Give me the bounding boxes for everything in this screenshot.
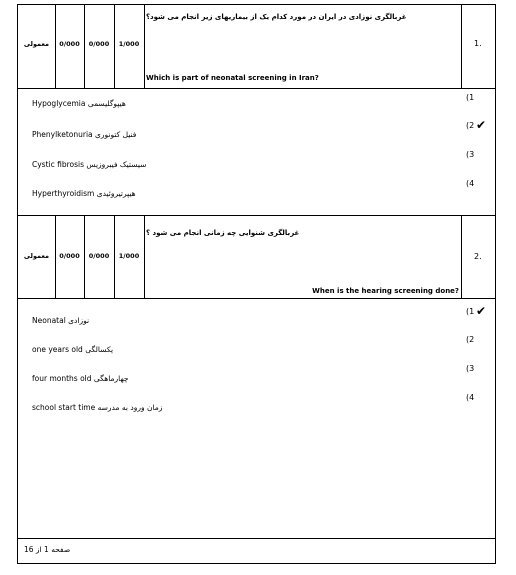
q2-status: معمولی bbox=[23, 252, 50, 260]
q2-score: 1/000 bbox=[118, 252, 140, 260]
q2-text-en: When is the hearing screening done? bbox=[312, 287, 459, 295]
q2-option-1-text: Neonatal نوزادی bbox=[32, 316, 90, 325]
q1-option-3-text: Cystic fibrosis سیستیک فیبروزیس bbox=[32, 160, 147, 169]
q2-number: 2. bbox=[474, 252, 482, 261]
col-divider bbox=[461, 215, 462, 298]
q2-option-4-number: (4 bbox=[466, 393, 475, 402]
q1-number: 1. bbox=[474, 39, 482, 48]
row-divider bbox=[17, 88, 496, 89]
q1-option-4-text: Hyperthyroidism هیپرتیروئیدی bbox=[32, 189, 136, 198]
q1-option-2-text: Phenylketonuria فنیل کتونوری bbox=[32, 130, 137, 139]
col-divider bbox=[144, 4, 145, 88]
row-divider bbox=[17, 298, 496, 299]
col-divider bbox=[461, 4, 462, 88]
q2-option-3-number: (3 bbox=[466, 364, 475, 373]
q2-col2: 0/000 bbox=[59, 252, 80, 260]
check-mark-icon: ✔ bbox=[476, 304, 487, 318]
q2-option-2-number: (2 bbox=[466, 335, 475, 344]
q1-col2: 0/000 bbox=[59, 40, 80, 48]
q1-option-1-text: Hypoglycemia هیپوگلیسمی bbox=[32, 99, 126, 108]
row-divider bbox=[17, 215, 496, 216]
q2-option-2-text: one years old یکسالگی bbox=[32, 345, 114, 354]
q2-option-4-text: school start time زمان ورود به مدرسه bbox=[32, 403, 163, 412]
q1-score: 1/000 bbox=[118, 40, 140, 48]
page-number-label: صفحه 1 از 16 bbox=[24, 545, 71, 554]
q2-col3: 0/000 bbox=[88, 252, 110, 260]
check-mark-icon: ✔ bbox=[476, 118, 487, 132]
q1-option-4-number: (4 bbox=[466, 179, 475, 188]
q1-status: معمولی bbox=[23, 40, 50, 48]
q2-option-3-text: four months old چهارماهگی bbox=[32, 374, 129, 383]
col-divider bbox=[144, 215, 145, 298]
q1-option-3-number: (3 bbox=[466, 150, 475, 159]
q1-option-1-number: (1 bbox=[466, 93, 475, 102]
q2-text-fa: غربالگری شنوایی چه زمانی انجام می شود ؟ bbox=[146, 229, 300, 237]
q2-option-1-number: (1 bbox=[466, 307, 475, 316]
footer-divider bbox=[17, 538, 496, 539]
q1-text-en: Which is part of neonatal screening in Iran? bbox=[146, 74, 319, 82]
q1-col3: 0/000 bbox=[88, 40, 110, 48]
q1-text-fa: غربالگری نوزادی در ایران در مورد کدام یک از بیماریهای زیر انجام می شود؟ bbox=[146, 13, 407, 21]
q1-option-2-number: (2 bbox=[466, 121, 475, 130]
